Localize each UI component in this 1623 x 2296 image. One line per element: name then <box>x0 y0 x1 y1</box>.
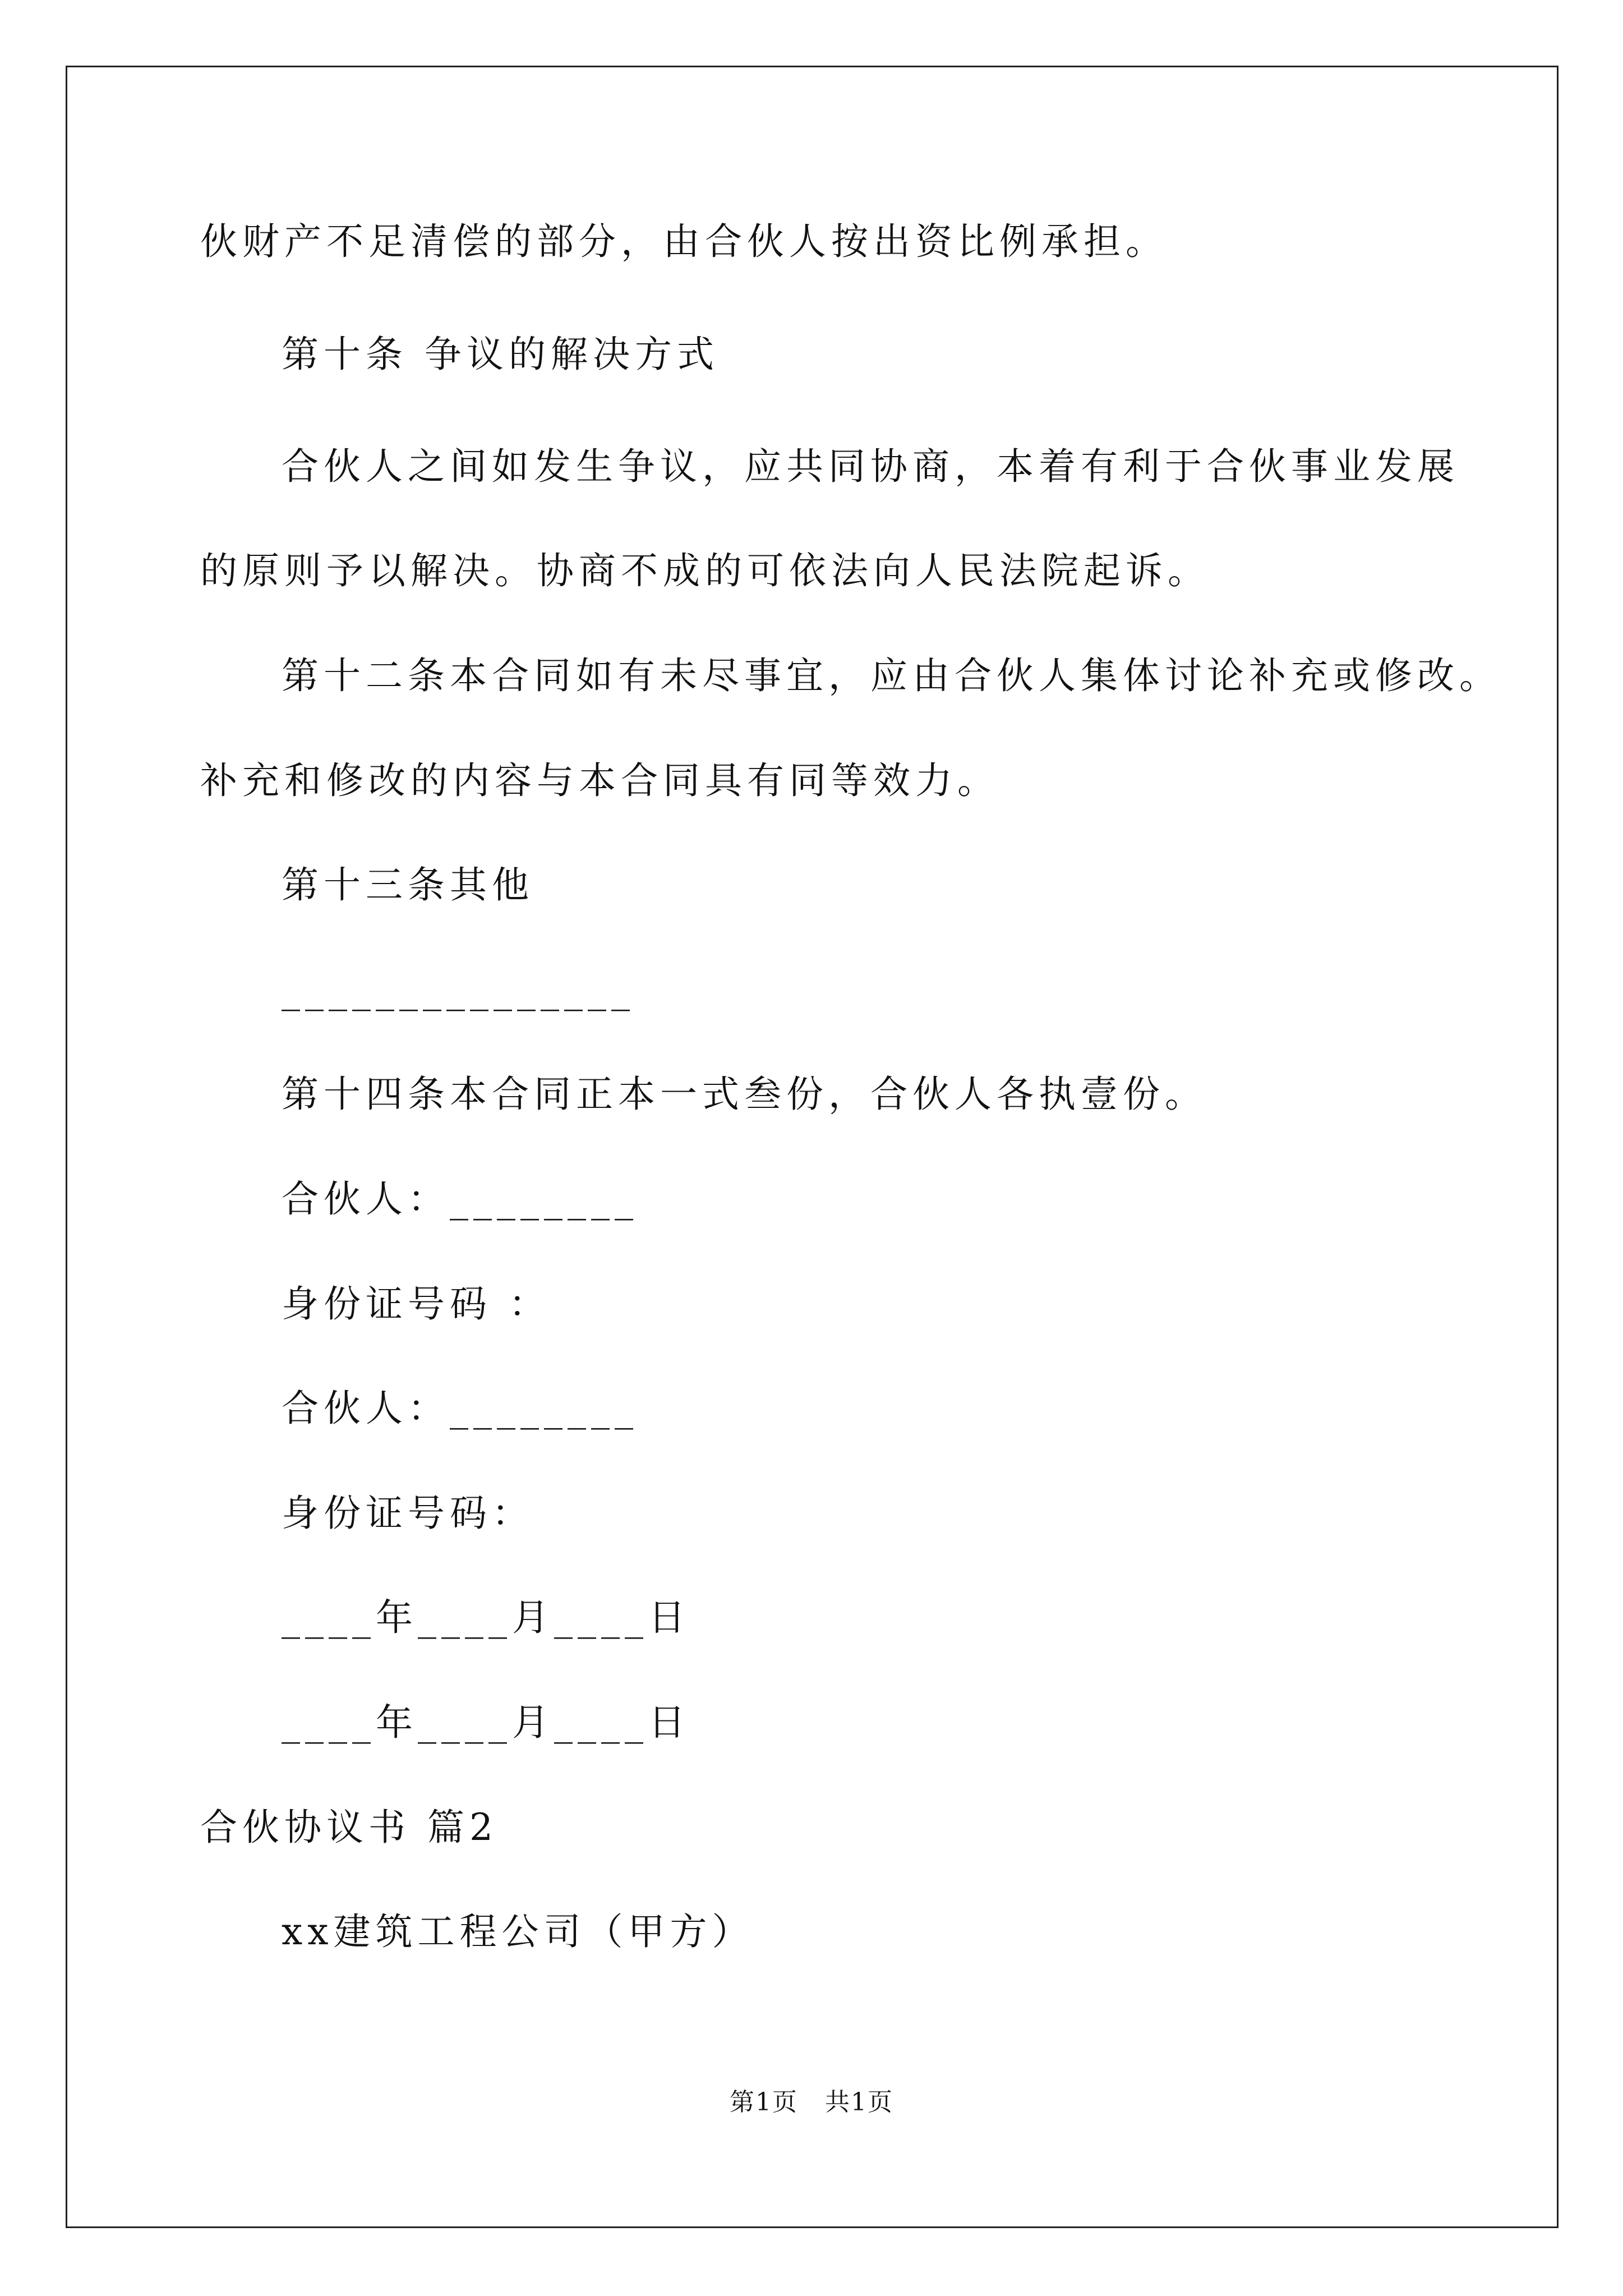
clause-heading: 第十条 争议的解决方式 <box>282 333 719 376</box>
blank-line: _______________ <box>282 968 635 1011</box>
id-number-field: 身份证号码 ： <box>282 1282 551 1326</box>
party-line: xx建筑工程公司（甲方） <box>282 1910 754 1953</box>
page-total: 共1页 <box>825 2088 893 2116</box>
text-line: 补充和修改的内容与本合同具有同等效力。 <box>200 759 999 802</box>
page-number: 第1页 <box>730 2088 798 2116</box>
text-line: 的原则予以解决。协商不成的可依法向人民法院起诉。 <box>200 549 1210 592</box>
page-border <box>66 66 1559 2228</box>
text-line: 合伙人之间如发生争议，应共同协商，本着有利于合伙事业发展 <box>282 445 1459 488</box>
section-heading: 合伙协议书 篇2 <box>200 1806 498 1849</box>
id-number-field: 身份证号码： <box>282 1492 534 1535</box>
date-field: ____年____月____日 <box>282 1701 690 1744</box>
date-field: ____年____月____日 <box>282 1596 690 1639</box>
text-line: 伙财产不足清偿的部分，由合伙人按出资比例承担。 <box>200 220 1168 263</box>
page-footer <box>0 2090 1623 2115</box>
signature-field: 合伙人：________ <box>282 1387 638 1430</box>
signature-field: 合伙人：________ <box>282 1177 638 1221</box>
text-line: 第十四条本合同正本一式叁份，合伙人各执壹份。 <box>282 1073 1207 1116</box>
text-line: 第十二条本合同如有未尽事宜，应由合伙人集体讨论补充或修改。 <box>282 654 1501 697</box>
clause-heading: 第十三条其他 <box>282 863 534 907</box>
